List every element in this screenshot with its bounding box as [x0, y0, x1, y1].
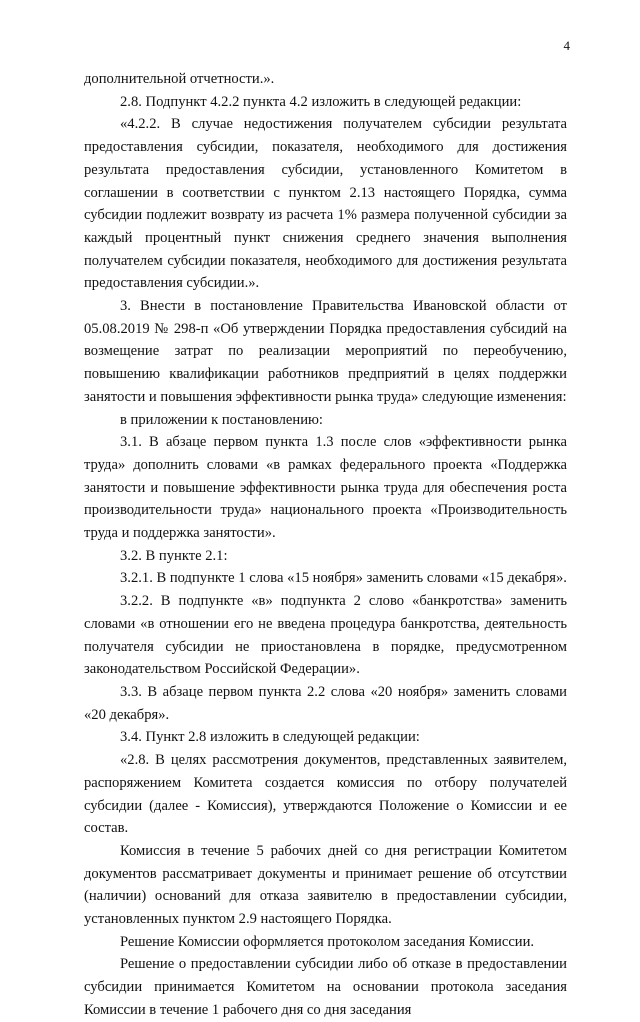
paragraph: Решение Комиссии оформляется протоколом заседания Комиссии.: [120, 933, 535, 950]
paragraph: 3.4. Пункт 2.8 изложить в следующей редакции:: [120, 729, 420, 746]
paragraph: 3.2.2. В подпункте «в» подпункта 2 слово «банкротства» заменить словами «в отношении его не введена процедура банкротства, деятельность получателя субсидии не приостановлена в порядке, предусмотренном законодательством Российской Федерации».: [84, 593, 567, 678]
paragraph: 3. Внести в постановление Правительства Ивановской области от 05.08.2019 № 298-п «Об утверждении Порядка предоставления субсидий на возмещение затрат по реализации мероприятий по переобучению, повышению квалификации работников предприятий в целях поддержки занятости и повышения эффективности рынка труда» следующие изменения:: [84, 298, 567, 405]
paragraph: «2.8. В целях рассмотрения документов, представленных заявителем, распоряжением Комитета создается комиссия по отбору получателей субсидии (далее - Комиссия), утверждаются Положение о Комиссии и ее состав.: [84, 752, 567, 837]
paragraph: 3.2.1. В подпункте 1 слова «15 ноября» заменить словами «15 декабря».: [120, 570, 567, 587]
paragraph: 3.3. В абзаце первом пункта 2.2 слова «20 ноября» заменить словами «20 декабря».: [84, 683, 567, 723]
paragraph: дополнительной отчетности.».: [84, 71, 275, 87]
page-number: 4: [563, 38, 570, 53]
paragraph: 3.2. В пункте 2.1:: [120, 547, 228, 564]
paragraph: «4.2.2. В случае недостижения получателем субсидии результата предоставления субсидии, показателя, необходимого для достижения результата предоставления субсидии, установленного Комитетом в соглашении в соответствии с пунктом 2.13 настоящего Порядка, сумма субсидии подлежит возврату из расчета 1% размера полученной субсидии за каждый процентный пункт снижения среднего значения выполнения получателем субсидии показателя, необходимого для достижения результата предоставления субсидии.».: [84, 116, 567, 292]
document-body: [84, 68, 567, 1022]
paragraph: в приложении к постановлению:: [120, 411, 323, 428]
paragraph: 2.8. Подпункт 4.2.2 пункта 4.2 изложить в следующей редакции:: [120, 93, 522, 110]
paragraph: Комиссия в течение 5 рабочих дней со дня регистрации Комитетом документов рассматривает документы и принимает решение об отсутствии (наличии) оснований для отказа заявителю в предоставлении субсидии, установленных пунктом 2.9 настоящего Порядка.: [84, 842, 567, 928]
paragraph: 3.1. В абзаце первом пункта 1.3 после слов «эффективности рынка труда» дополнить словами «в рамках федерального проекта «Поддержка занятости и повышение эффективности рынка труда для обеспечения роста производительности труда» национального проекта «Производительность труда и поддержка занятости».: [84, 434, 567, 542]
paragraph: Решение о предоставлении субсидии либо об отказе в предоставлении субсидии принимается Комитетом на основании протокола заседания Комиссии в течение 1 рабочего дня со дня заседания: [84, 956, 567, 1018]
